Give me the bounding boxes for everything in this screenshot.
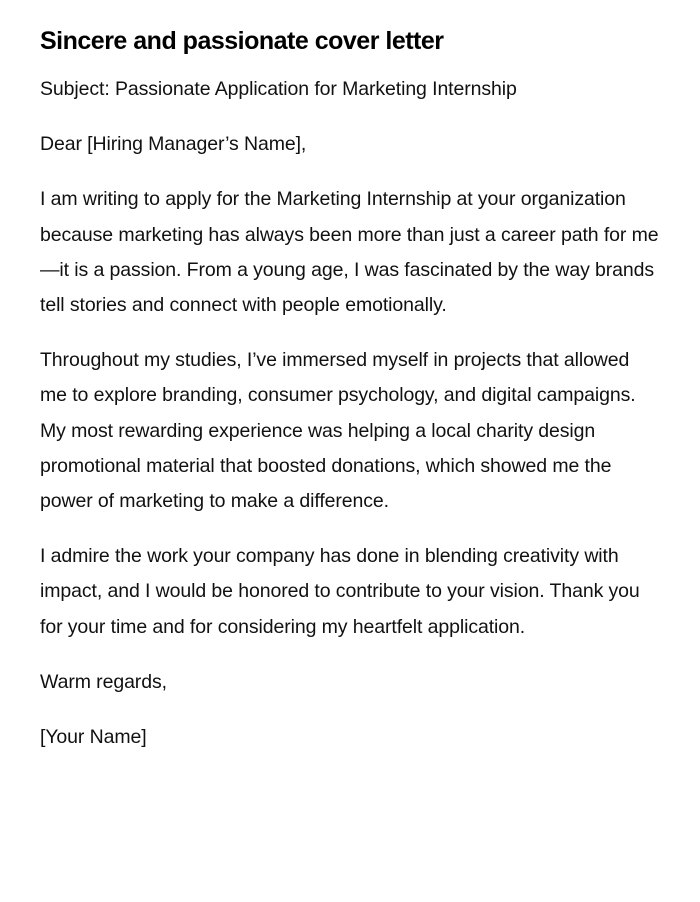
body-paragraph-3: I admire the work your company has done in blending creativity with impact, and I would be honored to contribute to your vision. Thank you for your time and for considering my heartfelt application.: [40, 545, 640, 638]
page-title: Sincere and passionate cover letter: [40, 27, 444, 55]
body-paragraph-1: I am writing to apply for the Marketing Internship at your organization because marketing has always been more than just a career path for me—it is a passion. From a young age, I was fascinated by the way brands tell stories and connect with people emotionally.: [40, 188, 659, 317]
closing: Warm regards,: [40, 670, 167, 693]
subject-line: Subject: Passionate Application for Marketing Internship: [40, 78, 517, 100]
salutation: Dear [Hiring Manager’s Name],: [40, 133, 307, 156]
body-paragraph-2: Throughout my studies, I’ve immersed myself in projects that allowed me to explore branding, consumer psychology, and digital campaigns. My most rewarding experience was helping a local charity design promotional material that boosted donations, which showed me the power of marketing to make a difference.: [40, 349, 636, 513]
signature: [Your Name]: [40, 726, 147, 749]
